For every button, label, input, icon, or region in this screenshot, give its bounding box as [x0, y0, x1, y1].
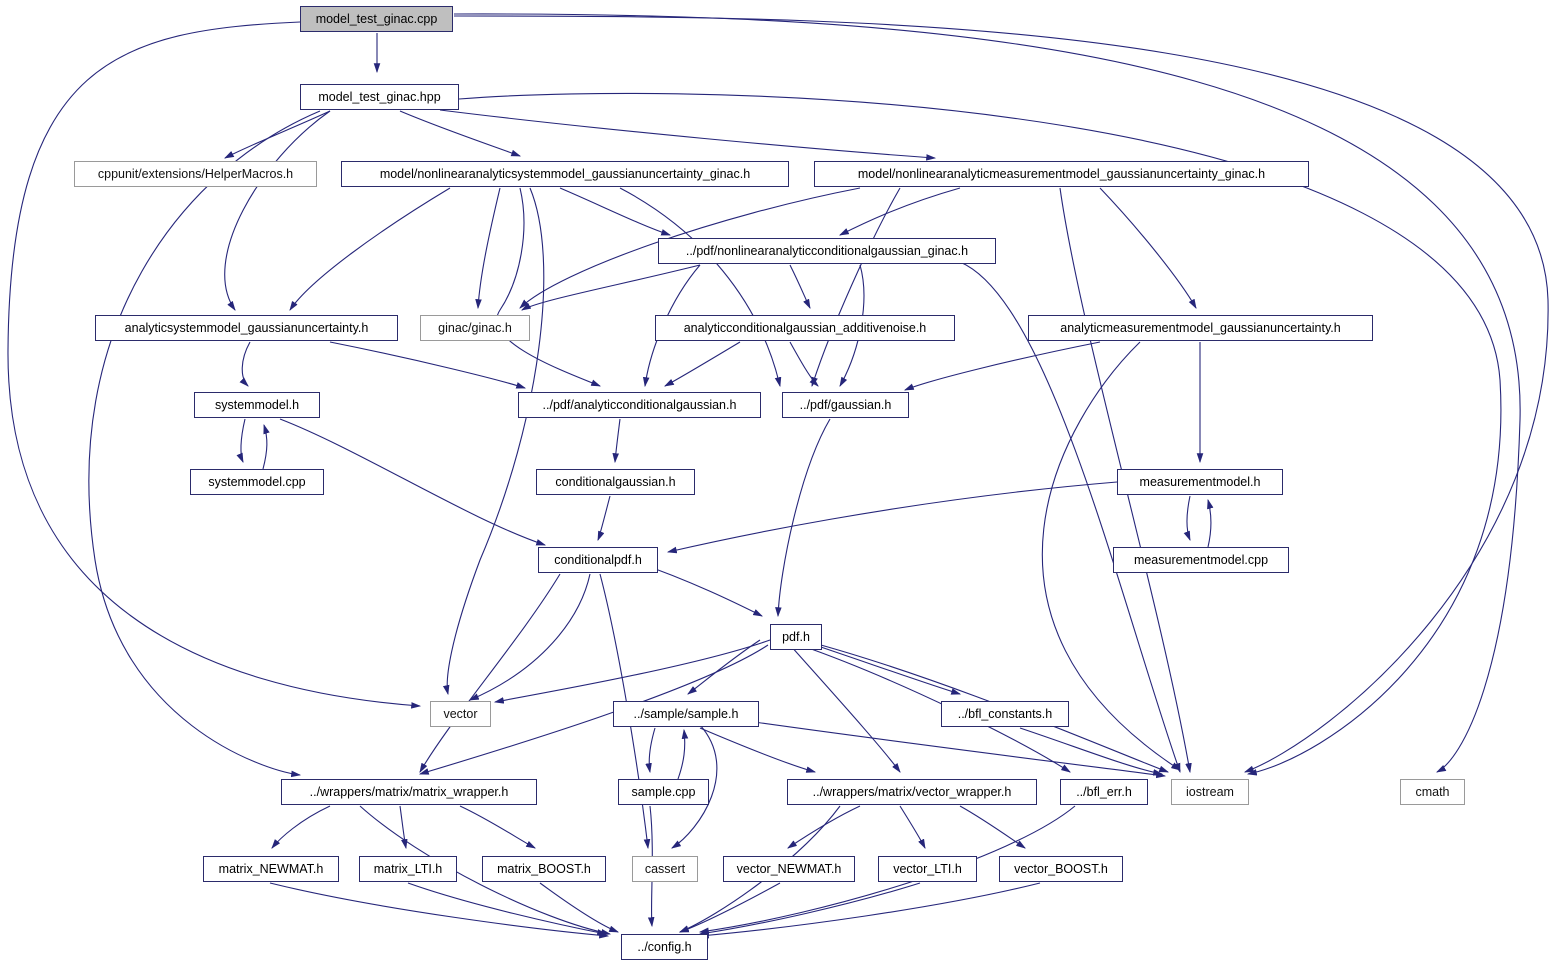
node-model-test-ginac-hpp[interactable]: model_test_ginac.hpp	[300, 84, 459, 110]
node-analyticsystemmodel-gaussianuncertainty-h[interactable]: analyticsystemmodel_gaussianuncertainty.h	[95, 315, 398, 341]
node-conditionalpdf-h[interactable]: conditionalpdf.h	[538, 547, 658, 573]
node-bfl-err-h[interactable]: ../bfl_err.h	[1060, 779, 1148, 805]
node-pdf-h[interactable]: pdf.h	[770, 624, 822, 650]
node-gaussian-h[interactable]: ../pdf/gaussian.h	[782, 392, 909, 418]
node-vector-newmat-h[interactable]: vector_NEWMAT.h	[723, 856, 855, 882]
node-matrix-lti-h[interactable]: matrix_LTI.h	[359, 856, 457, 882]
node-vector-wrapper-h[interactable]: ../wrappers/matrix/vector_wrapper.h	[787, 779, 1037, 805]
node-matrix-wrapper-h[interactable]: ../wrappers/matrix/matrix_wrapper.h	[281, 779, 537, 805]
node-vector-lti-h[interactable]: vector_LTI.h	[878, 856, 977, 882]
node-conditionalgaussian-h[interactable]: conditionalgaussian.h	[536, 469, 695, 495]
node-model-test-ginac-cpp[interactable]: model_test_ginac.cpp	[300, 6, 453, 32]
node-analyticconditionalgaussian-additivenoise-h[interactable]: analyticconditionalgaussian_additivenoise.h	[655, 315, 955, 341]
node-nonlinearanalyticmeasurementmodel-h[interactable]: model/nonlinearanalyticmeasurementmodel_gaussianuncertainty_ginac.h	[814, 161, 1309, 187]
node-nonlinearanalyticconditionalgaussian-ginac-h[interactable]: ../pdf/nonlinearanalyticconditionalgaussian_ginac.h	[658, 238, 996, 264]
node-analyticconditionalgaussian-h[interactable]: ../pdf/analyticconditionalgaussian.h	[518, 392, 761, 418]
node-cassert[interactable]: cassert	[632, 856, 698, 882]
node-measurementmodel-h[interactable]: measurementmodel.h	[1117, 469, 1283, 495]
node-helpermacros-h[interactable]: cppunit/extensions/HelperMacros.h	[74, 161, 317, 187]
node-matrix-boost-h[interactable]: matrix_BOOST.h	[482, 856, 606, 882]
node-ginac-ginac-h[interactable]: ginac/ginac.h	[420, 315, 530, 341]
node-vector[interactable]: vector	[430, 701, 491, 727]
node-analyticmeasurementmodel-gaussianuncertainty-h[interactable]: analyticmeasurementmodel_gaussianuncertainty.h	[1028, 315, 1373, 341]
node-vector-boost-h[interactable]: vector_BOOST.h	[999, 856, 1123, 882]
node-iostream[interactable]: iostream	[1171, 779, 1249, 805]
node-matrix-newmat-h[interactable]: matrix_NEWMAT.h	[203, 856, 339, 882]
node-systemmodel-cpp[interactable]: systemmodel.cpp	[190, 469, 324, 495]
node-measurementmodel-cpp[interactable]: measurementmodel.cpp	[1113, 547, 1289, 573]
node-sample-h[interactable]: ../sample/sample.h	[613, 701, 759, 727]
node-sample-cpp[interactable]: sample.cpp	[618, 779, 709, 805]
node-config-h[interactable]: ../config.h	[621, 934, 708, 960]
node-bfl-constants-h[interactable]: ../bfl_constants.h	[941, 701, 1069, 727]
node-systemmodel-h[interactable]: systemmodel.h	[194, 392, 320, 418]
node-cmath[interactable]: cmath	[1400, 779, 1465, 805]
node-nonlinearanalyticsystemmodel-h[interactable]: model/nonlinearanalyticsystemmodel_gaussianuncertainty_ginac.h	[341, 161, 789, 187]
